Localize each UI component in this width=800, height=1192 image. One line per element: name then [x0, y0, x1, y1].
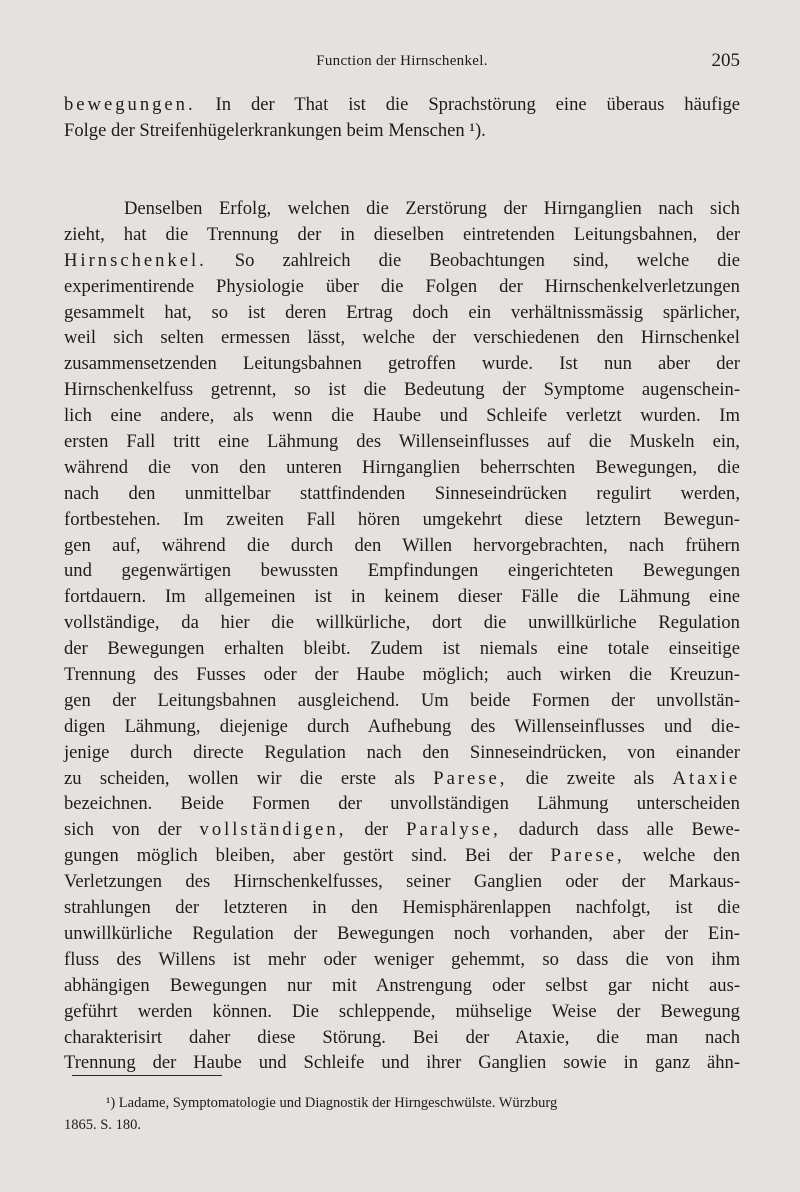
emphasized-term: Paralyse, [406, 819, 501, 841]
text-line: der Bewegungen erhalten bleibt. Zudem ist niemals eine totale einseitige [64, 638, 740, 660]
text-line: zusammensetzenden Leitungsbahnen getroffen wurde. Ist nun aber der [64, 353, 740, 375]
text-line: charakterisirt daher diese Störung. Bei der Ataxie, die man nach [64, 1026, 741, 1048]
text-line: weil sich selten ermessen lässt, welche der verschiedenen den Hirnschenkel [64, 327, 740, 349]
footnote-divider [72, 1075, 222, 1076]
page-header [64, 50, 740, 74]
text-line: gen auf, während die durch den Willen hervorgebrachten, nach frühern [64, 534, 740, 556]
paragraph-1 [64, 92, 740, 144]
paragraph-2 [64, 196, 740, 1076]
text-line: gesammelt hat, so ist deren Ertrag doch ein verhältnissmässig spärlicher, [64, 301, 741, 323]
emphasized-term: bewegungen. [64, 94, 196, 115]
running-title: Function der Hirnschenkel. [316, 53, 488, 69]
text-line: gungen möglich bleiben, aber gestört sind. Bei der Parese, welche den [64, 845, 741, 867]
text-line: strahlungen der letzteren in den Hemisphärenlappen nachfolgt, ist die [64, 897, 740, 919]
text-line: abhängigen Bewegungen nur mit Anstrengung oder selbst gar nicht aus- [64, 974, 741, 996]
footnotes [64, 1092, 744, 1136]
emphasized-term: Parese, [550, 845, 625, 867]
text-line: fluss des Willens ist mehr oder weniger gehemmt, so dass die von ihm [64, 948, 741, 970]
text-line: bezeichnen. Beide Formen der unvollständigen Lähmung unterscheiden [64, 793, 740, 815]
text-line: gen der Leitungsbahnen ausgleichend. Um beide Formen der unvollstän- [64, 689, 741, 711]
text-line: jenige durch directe Regulation nach den Sinneseindrücken, von einander [64, 741, 740, 763]
text-line: fortdauern. Im allgemeinen ist in keinem dieser Fälle die Lähmung eine [64, 586, 741, 608]
text-line: sich von der vollständigen, der Paralyse, dadurch dass alle Bewe- [64, 819, 740, 841]
emphasized-term: Ataxie [672, 767, 741, 789]
text-line: ersten Fall tritt eine Lähmung des Willenseinflusses auf die Muskeln ein, [64, 431, 740, 453]
text-line: und gegenwärtigen bewussten Empfindungen eingerichteten Bewegungen [64, 560, 740, 582]
text-line: digen Lähmung, diejenige durch Aufhebung des Willenseinflusses und die- [64, 715, 741, 737]
text-line: fortbestehen. Im zweiten Fall hören umgekehrt diese letztern Bewegun- [64, 508, 740, 530]
text-line: während die von den unteren Hirnganglien beherrschten Bewegungen, die [64, 456, 740, 478]
text-line: Trennung des Fusses oder der Haube möglich; auch wirken die Kreuzun- [64, 664, 740, 686]
text-line: unwillkürliche Regulation der Bewegungen noch vorhanden, aber der Ein- [64, 922, 740, 944]
text-line: zu scheiden, wollen wir die erste als Parese, die zweite als Ataxie [64, 767, 741, 789]
text-line: bewegungen. In der That ist die Sprachstörung eine überaus häufige [64, 94, 741, 115]
text-line: Denselben Erfolg, welchen die Zerstörung der Hirnganglien nach sich [124, 198, 740, 219]
text-line: nach den unmittelbar stattfindenden Sinneseindrücken regulirt werden, [64, 482, 740, 504]
emphasized-term: vollständigen, [199, 819, 347, 841]
text-line: experimentirende Physiologie über die Folgen der Hirnschenkelverletzungen [64, 275, 740, 297]
footnote-line: 1865. S. 180. [64, 1117, 141, 1133]
text-line: lich eine andere, als wenn die Haube und Schleife verletzt wurden. Im [64, 405, 740, 427]
footnote-line: ¹) Ladame, Symptomatologie und Diagnostik der Hirngeschwülste. Würzburg [106, 1095, 558, 1111]
text-line: Verletzungen des Hirnschenkelfusses, seiner Ganglien oder der Markaus- [64, 871, 741, 893]
text-line: Hirnschenkel. So zahlreich die Beobachtungen sind, welche die [64, 249, 740, 271]
text-line: geführt werden können. Die schleppende, mühselige Weise der Bewegung [64, 1000, 740, 1022]
text-line: Trennung der Haube und Schleife und ihrer Ganglien sowie in ganz ähn- [64, 1052, 741, 1074]
text-line: Folge der Streifenhügelerkrankungen beim Menschen ¹). [64, 119, 486, 141]
text-line: zieht, hat die Trennung der in dieselben eintretenden Leitungsbahnen, der [64, 223, 741, 245]
text-line: vollständige, da hier die willkürliche, dort die unwillkürliche Regulation [64, 612, 740, 634]
emphasized-term: Hirnschenkel. [64, 249, 207, 271]
emphasized-term: Parese, [433, 767, 508, 789]
text-line: Hirnschenkelfuss getrennt, so ist die Bedeutung der Symptome augenschein- [64, 379, 741, 401]
page-number: 205 [711, 50, 740, 71]
